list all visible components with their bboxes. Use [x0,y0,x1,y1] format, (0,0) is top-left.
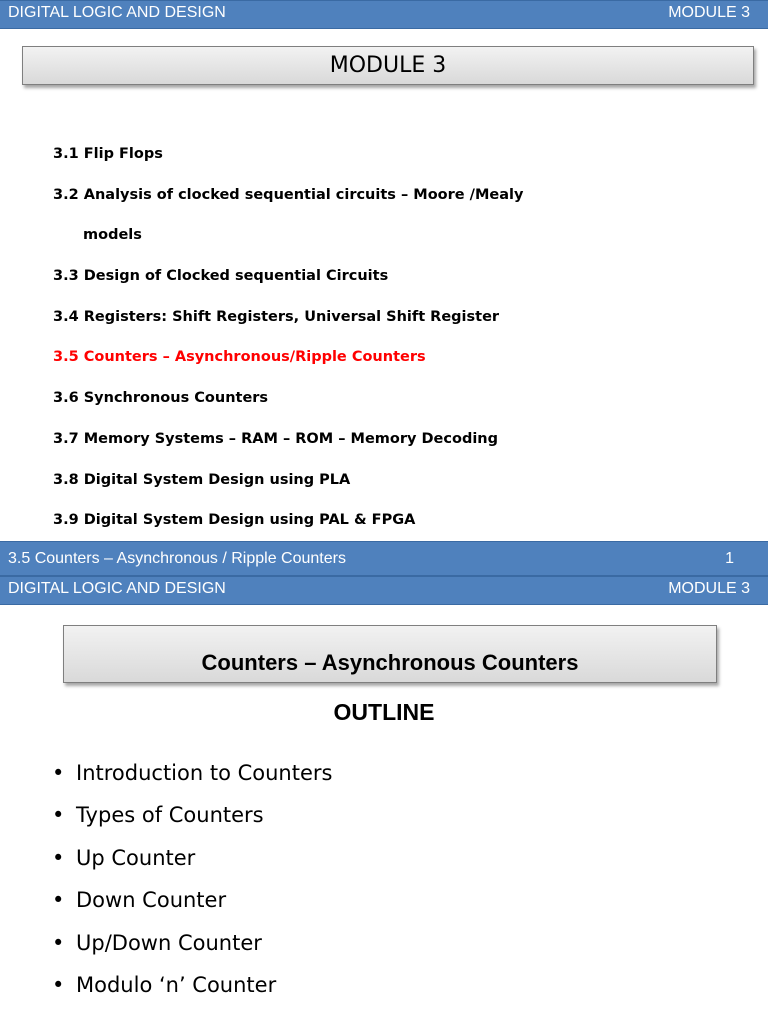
outline-item [52,879,332,921]
bullet-icon: • [52,930,65,955]
slide1-footer-topic: 3.5 Counters – Asynchronous / Ripple Counters [8,550,346,567]
slide2-header-bar [0,576,768,605]
bullet-icon: • [52,972,65,997]
slide1-page-number: 1 [725,550,734,567]
toc-item: 3.8 Digital System Design using PLA [53,471,351,488]
outline-item [52,752,332,794]
toc-item: 3.4 Registers: Shift Registers, Universal Shift Register [53,308,500,325]
slide1-footer-bar [0,541,768,576]
table-of-contents [53,140,523,547]
bullet-icon: • [52,845,65,870]
slide1-title-box [22,46,754,85]
bullet-icon: • [52,761,65,785]
outline-item-label: Up/Down Counter [76,930,262,955]
slide2-header-module: MODULE 3 [668,580,750,597]
slide1-title: MODULE 3 [329,53,447,78]
slide2-title-box [63,625,717,683]
toc-item: 3.6 Synchronous Counters [53,390,269,407]
bullet-icon: • [52,803,65,828]
toc-item: 3.2 Analysis of clocked sequential circuits – Moore /Mealy [53,186,524,203]
toc-item: 3.9 Digital System Design using PAL & FPGA [53,512,416,529]
toc-item: 3.7 Memory Systems – RAM – ROM – Memory Decoding [53,430,498,447]
outline-item-label: Modulo ‘n’ Counter [76,972,277,997]
toc-item-continuation: models [83,227,142,244]
outline-item [52,794,332,836]
toc-item: 3.1 Flip Flops [53,146,163,162]
slide1-header-module: MODULE 3 [668,4,750,21]
toc-item: 3.3 Design of Clocked sequential Circuits [53,268,389,285]
bullet-icon: • [52,888,65,913]
outline-item [52,922,332,964]
outline-item [52,964,332,1006]
outline-item-label: Introduction to Counters [76,761,333,785]
slide2-header-course: DIGITAL LOGIC AND DESIGN [8,580,226,597]
outline-list [52,752,332,1006]
slide1-header-course: DIGITAL LOGIC AND DESIGN [8,4,226,21]
slide1-header-bar [0,0,768,29]
outline-item [52,837,332,879]
outline-item-label: Up Counter [76,845,196,870]
outline-item-label: Down Counter [76,888,227,913]
outline-heading: OUTLINE [333,699,435,725]
slide2-title: Counters – Asynchronous Counters [201,650,579,675]
toc-item-current: 3.5 Counters – Asynchronous/Ripple Counters [53,349,426,366]
outline-item-label: Types of Counters [76,803,264,828]
